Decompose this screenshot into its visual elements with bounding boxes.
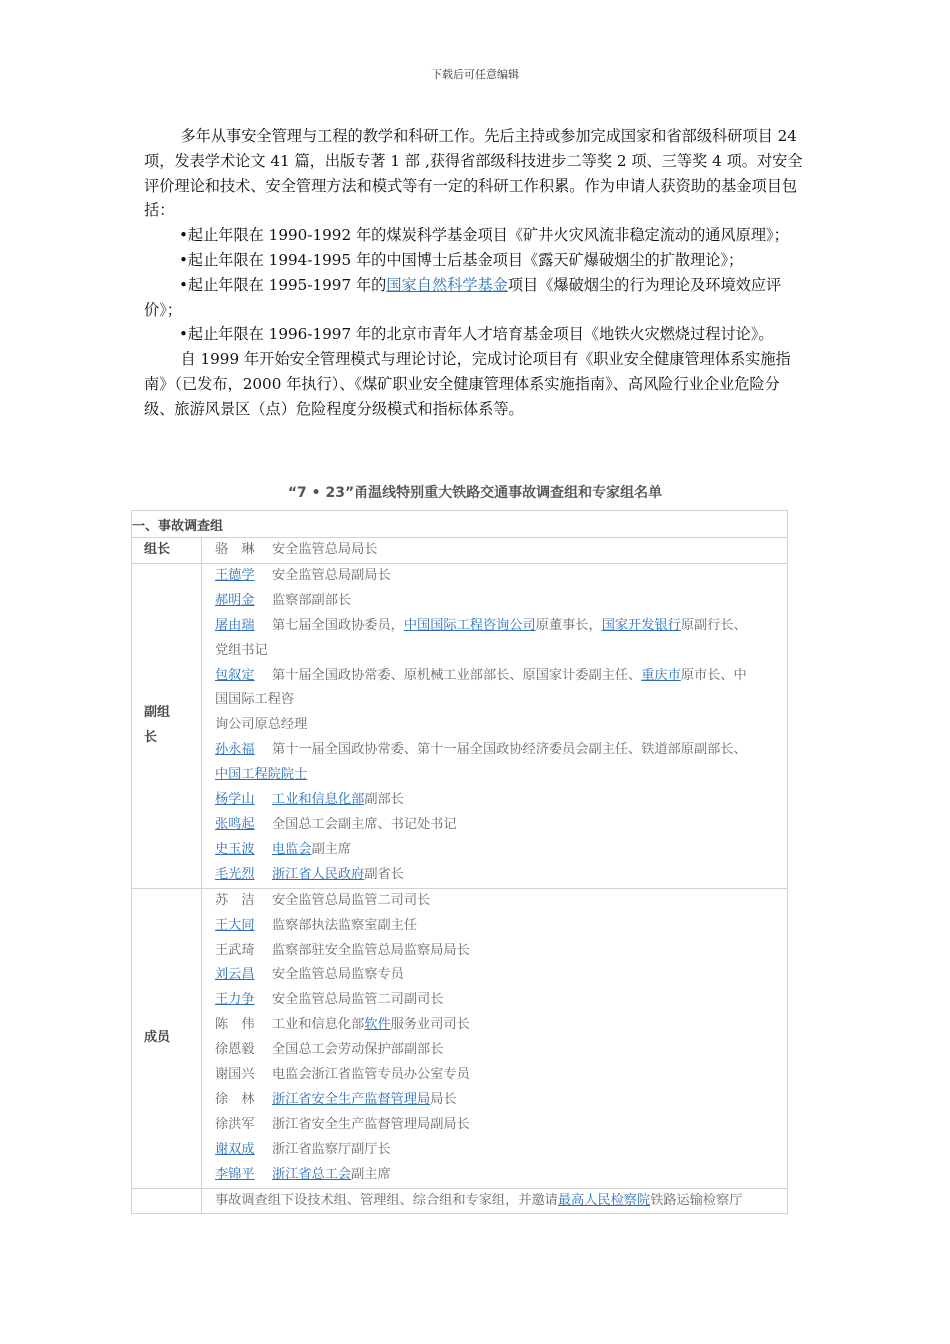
- person-line: [215, 863, 787, 888]
- person-title: 全国总工会劳动保护部副部长: [272, 1042, 444, 1058]
- person-title: 电监会浙江省监管专员办公室专员: [272, 1067, 470, 1083]
- procuratorate-link[interactable]: 最高人民检察院: [557, 1192, 651, 1208]
- person-line: [215, 813, 787, 838]
- person-line: [215, 1038, 787, 1063]
- table-title: “7 • 23”甬温线特别重大铁路交通事故调查组和专家组名单: [287, 485, 663, 501]
- intro-paragraph: 多年从事安全管理与工程的教学和科研工作。先后主持或参加完成国家和省部级科研项目 24 项，发表学术论文 41 篇，出版专著 1 部 ,获得省部级科技进步二等奖 2 项、三等奖 4 项。对安全评价理论和技术、安全管理方法和模式等有一定的科研工作积累。作为申请人获资助的基金项目包括：: [144, 127, 803, 220]
- person-title: 安全监管总局局长: [272, 542, 378, 557]
- continuation-line: 国国际工程咨: [215, 692, 295, 708]
- person-line: [215, 564, 787, 589]
- person-line: [215, 1063, 787, 1088]
- person-name: 徐恩毅: [215, 1042, 255, 1058]
- person-name-link[interactable]: 孙永福: [215, 742, 255, 758]
- person-line: [215, 889, 787, 914]
- person-title: 安全监管总局监管二司副司长: [272, 992, 444, 1008]
- person-title: 副部长: [364, 792, 404, 808]
- org-link[interactable]: 国家开发银行: [601, 617, 681, 633]
- person-name-link[interactable]: 杨学山: [215, 792, 255, 808]
- person-line: [215, 589, 787, 614]
- continuation-line: 党组书记: [215, 642, 268, 658]
- person-title: 原副行长、: [680, 617, 747, 633]
- person-title: 监察部驻安全监管总局监察局局长: [272, 942, 470, 958]
- continuation-line: 询公司原总经理: [215, 717, 308, 733]
- footer-text: 事故调查组下设技术组、管理组、综合组和专家组，并邀请: [215, 1192, 558, 1208]
- person-title: 浙江省安全生产监督管理局副局长: [272, 1116, 470, 1132]
- person-title: 原董事长，: [535, 617, 602, 633]
- person-name-link[interactable]: 王力争: [215, 992, 255, 1008]
- org-link[interactable]: 重庆市: [641, 667, 681, 683]
- role-members: 成员: [132, 888, 202, 1188]
- person-name-link[interactable]: 郝明金: [215, 592, 255, 608]
- person-title: 副主席: [311, 841, 352, 857]
- person-line: [215, 614, 787, 639]
- person-name-link[interactable]: 张鸣起: [215, 816, 255, 832]
- person-title: 浙江省监察厅副厅长: [272, 1141, 391, 1157]
- deputy-cell: [202, 563, 788, 888]
- leader-cell: [202, 538, 788, 564]
- members-cell: [202, 888, 788, 1188]
- org-link[interactable]: 浙江省人民政府: [272, 866, 365, 882]
- empty-role-cell: [132, 1188, 202, 1214]
- fund-item-3-prefix: •起止年限在 1995-1997 年的: [178, 275, 387, 294]
- research-paragraph: 自 1999 年开始安全管理模式与理论讨论，完成讨论项目有《职业安全健康管理体系实施指南》（已发布，2000 年执行）、《煤矿职业安全健康管理体系实施指南》、高风险行业企业危险分级、旅游风景区（点）危险程度分级模式和指标体系等。: [144, 350, 791, 418]
- person-name: 苏 洁: [215, 892, 255, 908]
- person-line: [215, 538, 787, 563]
- role-deputy-label: 副组长: [144, 704, 171, 745]
- person-title: 局长: [430, 1091, 457, 1107]
- person-line: [215, 738, 787, 763]
- person-title: 安全监管总局副局长: [272, 567, 391, 583]
- person-title: 安全监管总局监管二司司长: [272, 892, 431, 908]
- nsfc-link[interactable]: 国家自然科学基金: [386, 275, 508, 294]
- org-link[interactable]: 浙江省安全生产监督管理局: [272, 1091, 431, 1107]
- body-text: [144, 124, 808, 422]
- fund-item-4: •起止年限在 1996-1997 年的北京市青年人才培育基金项目《地铁火灾燃烧过程讨论》。: [178, 325, 774, 344]
- person-title: 监察部副部长: [272, 592, 352, 608]
- role-deputy: [132, 563, 202, 888]
- person-title: 副省长: [364, 866, 404, 882]
- person-line: [215, 939, 787, 964]
- footer-text: 铁路运输检察厅: [650, 1192, 743, 1208]
- person-line: [215, 988, 787, 1013]
- fund-item-3: [144, 273, 808, 323]
- footer-note: [215, 1189, 787, 1214]
- person-name-link[interactable]: 屠由瑞: [215, 617, 255, 633]
- person-name-link[interactable]: 史玉波: [215, 841, 255, 857]
- person-line: [215, 914, 787, 939]
- person-line: [215, 838, 787, 863]
- section-title: 一、事故调查组: [132, 511, 788, 538]
- person-title: 第七届全国政协委员，: [272, 617, 404, 633]
- fund-item-3-suffix: 项目《爆破烟尘的行为理论及环境效应评价》；: [144, 275, 782, 319]
- members-row: [132, 888, 788, 1188]
- org-link[interactable]: 电监会: [272, 841, 312, 857]
- person-line: [215, 664, 787, 689]
- person-title: 原市长、中: [680, 667, 747, 683]
- person-name-link[interactable]: 李锦平: [215, 1166, 255, 1182]
- deputy-row: [132, 563, 788, 888]
- person-line: [215, 1138, 787, 1163]
- footer-row: [132, 1188, 788, 1214]
- software-link[interactable]: 软件: [364, 1017, 391, 1033]
- person-title: 第十届全国政协常委、原机械工业部部长、原国家计委副主任、: [272, 667, 642, 683]
- org-link[interactable]: 中国工程院院士: [215, 767, 308, 783]
- person-name-link[interactable]: 王大同: [215, 917, 255, 933]
- org-link[interactable]: 浙江省总工会: [272, 1166, 352, 1182]
- person-name: 王武琦: [215, 942, 255, 958]
- person-name-link[interactable]: 谢双成: [215, 1141, 255, 1157]
- person-name: 陈 伟: [215, 1017, 255, 1033]
- person-name: 徐 林: [215, 1091, 255, 1107]
- person-name: 谢国兴: [215, 1067, 255, 1083]
- section-header-row: [132, 511, 788, 538]
- person-line: [215, 1163, 787, 1188]
- person-line: [215, 1113, 787, 1138]
- person-name-link[interactable]: 刘云昌: [215, 967, 255, 983]
- person-line: [215, 963, 787, 988]
- fund-item-1: •起止年限在 1990-1992 年的煤炭科学基金项目《矿井火灾风流非稳定流动的通风原理》；: [178, 226, 789, 245]
- person-title: 副主席: [351, 1166, 391, 1182]
- person-title: 工业和信息化部: [272, 1017, 365, 1033]
- continuation-line: [215, 763, 787, 788]
- leader-row: [132, 538, 788, 564]
- person-line: [215, 1013, 787, 1038]
- org-link[interactable]: 中国国际工程咨询公司: [403, 617, 536, 633]
- investigation-roster-table: [131, 510, 788, 1214]
- fund-item-2: •起止年限在 1994-1995 年的中国博士后基金项目《露天矿爆破烟尘的扩散理论》；: [178, 250, 744, 269]
- person-title: 服务业司司长: [390, 1017, 470, 1033]
- role-leader: 组长: [132, 538, 202, 564]
- org-link[interactable]: 工业和信息化部: [272, 792, 365, 808]
- person-title: 监察部执法监察室副主任: [272, 917, 418, 933]
- person-line: [215, 788, 787, 813]
- person-name-link[interactable]: 包叙定: [215, 667, 255, 683]
- person-title: 安全监管总局监察专员: [272, 967, 404, 983]
- person-line: [215, 1088, 787, 1113]
- person-title: 第十一届全国政协常委、第十一届全国政协经济委员会副主任、铁道部原副部长、: [272, 742, 747, 758]
- footer-cell: [202, 1188, 788, 1214]
- person-title: 全国总工会副主席、书记处书记: [272, 816, 457, 832]
- page-header: 下载后可任意编辑: [431, 68, 519, 81]
- person-name: 徐洪军: [215, 1116, 255, 1132]
- person-name-link[interactable]: 毛光烈: [215, 866, 255, 882]
- person-name-link[interactable]: 王德学: [215, 567, 255, 583]
- person-name: 骆 琳: [215, 542, 255, 557]
